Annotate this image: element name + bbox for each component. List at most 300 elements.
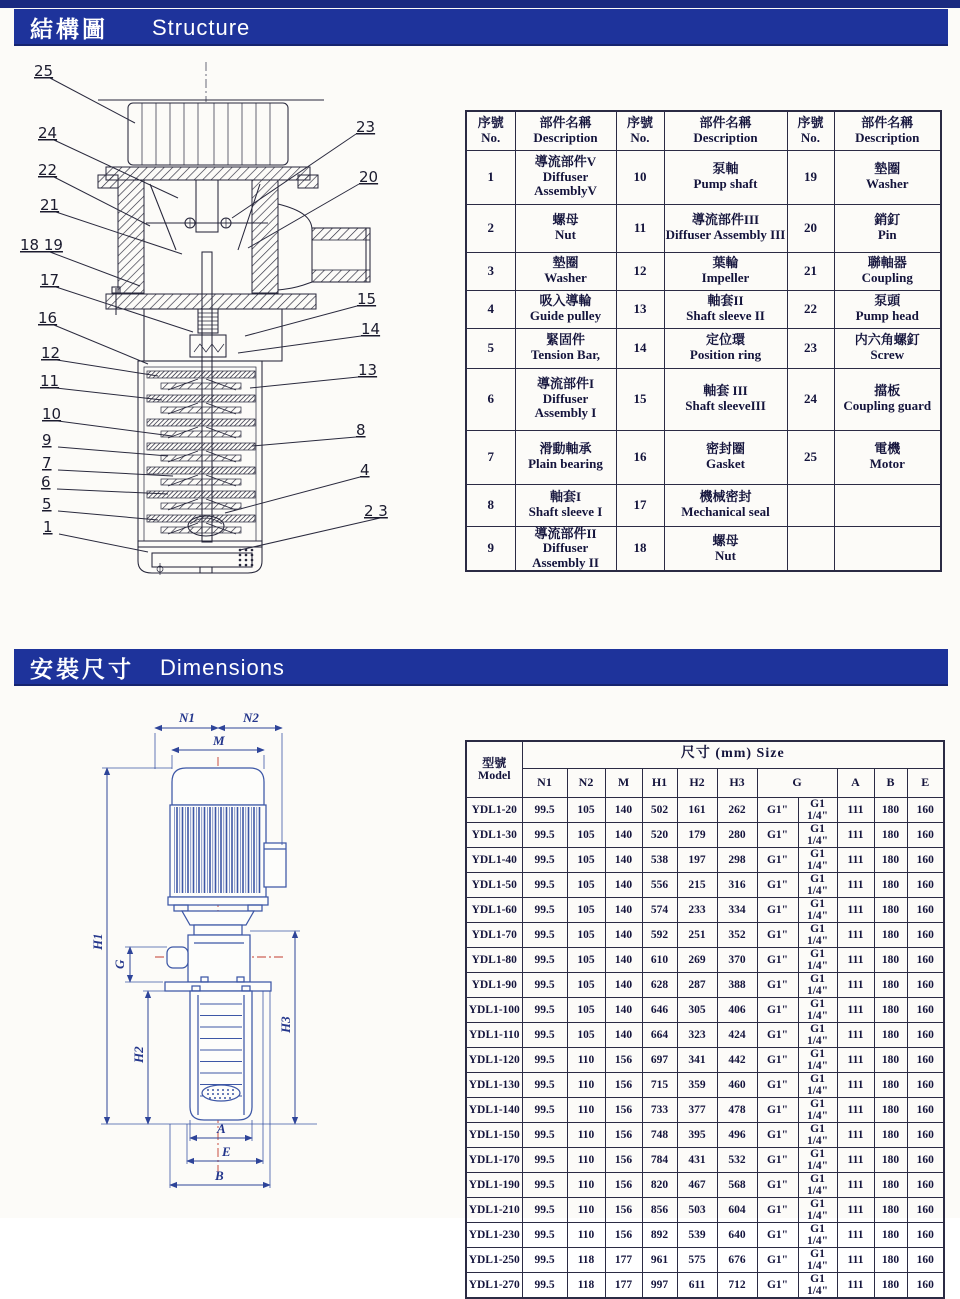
dims-value-cell: 140	[605, 872, 642, 897]
dims-value-cell: 676	[717, 1247, 757, 1272]
structure-section-header	[14, 9, 948, 46]
dims-value-cell: 156	[605, 1147, 642, 1172]
dims-table-row	[466, 797, 944, 822]
dims-value-cell: 110	[567, 1222, 605, 1247]
page-top-stripe	[0, 0, 960, 8]
dims-value-cell: 99.5	[522, 847, 567, 872]
dims-model-cell: YDL1-140	[466, 1097, 522, 1122]
dims-value-cell: 99.5	[522, 797, 567, 822]
dims-value-cell: 105	[567, 922, 605, 947]
dims-value-cell: 160	[907, 997, 944, 1022]
dims-value-cell: 856	[642, 1197, 677, 1222]
part-no-cell: 3	[466, 252, 515, 290]
dims-value-cell: 111	[837, 1272, 874, 1298]
dims-col-h2: H2	[677, 768, 717, 797]
part-desc-cell: 緊固件 Tension Bar,	[515, 328, 616, 368]
dims-value-cell: G1"	[757, 1097, 798, 1122]
dims-value-cell: 160	[907, 1072, 944, 1097]
dims-value-cell: 160	[907, 1272, 944, 1298]
part-desc-cell: 泵頭 Pump head	[834, 290, 941, 328]
dims-value-cell: G1 1/4"	[798, 897, 837, 922]
dims-value-cell: 99.5	[522, 1222, 567, 1247]
dims-value-cell: 99.5	[522, 972, 567, 997]
dims-value-cell: G1 1/4"	[798, 847, 837, 872]
dims-value-cell: G1 1/4"	[798, 1247, 837, 1272]
part-no-cell: 7	[466, 430, 515, 484]
part-no-cell: 9	[466, 526, 515, 571]
dims-table-row	[466, 1147, 944, 1172]
dims-model-cell: YDL1-100	[466, 997, 522, 1022]
part-no-cell: 14	[616, 328, 664, 368]
structure-header-en: Structure	[152, 14, 251, 40]
dims-value-cell: 611	[677, 1272, 717, 1298]
dims-value-cell: 160	[907, 1047, 944, 1072]
dims-model-cell: YDL1-170	[466, 1147, 522, 1172]
callout-label: 18 19	[20, 236, 63, 254]
dims-value-cell: 140	[605, 897, 642, 922]
dims-value-cell: 156	[605, 1047, 642, 1072]
dims-col-n1: N1	[522, 768, 567, 797]
dims-table-header-row-1	[466, 741, 944, 768]
dims-value-cell: 160	[907, 972, 944, 997]
dims-table-row	[466, 972, 944, 997]
parts-col-no-1: 序號 No.	[466, 111, 515, 150]
dims-value-cell: 215	[677, 872, 717, 897]
dims-value-cell: 160	[907, 822, 944, 847]
dims-col-h1: H1	[642, 768, 677, 797]
dims-value-cell: 111	[837, 897, 874, 922]
dims-model-cell: YDL1-130	[466, 1072, 522, 1097]
callout-label: 10	[42, 405, 62, 423]
dims-value-cell: 160	[907, 797, 944, 822]
dim-label-h3: H3	[278, 1016, 293, 1033]
dims-model-cell: YDL1-60	[466, 897, 522, 922]
dims-value-cell: 156	[605, 1197, 642, 1222]
dims-value-cell: G1"	[757, 1122, 798, 1147]
part-desc-cell: 密封圈 Gasket	[664, 430, 787, 484]
parts-table-row	[466, 430, 941, 484]
parts-table-row	[466, 290, 941, 328]
dims-value-cell: 111	[837, 972, 874, 997]
dims-value-cell: 180	[874, 922, 907, 947]
dims-value-cell: 712	[717, 1272, 757, 1298]
dims-value-cell: G1 1/4"	[798, 822, 837, 847]
outline-motor	[168, 768, 286, 925]
dims-value-cell: G1 1/4"	[798, 997, 837, 1022]
parts-table-row	[466, 150, 941, 204]
pump-outline-svg	[55, 695, 445, 1215]
dims-value-cell: 180	[874, 1197, 907, 1222]
dims-value-cell: 110	[567, 1172, 605, 1197]
dims-value-cell: 140	[605, 947, 642, 972]
dims-value-cell: 180	[874, 1222, 907, 1247]
dims-value-cell: 503	[677, 1197, 717, 1222]
parts-col-desc-3: 部件名稱 Description	[834, 111, 941, 150]
dims-value-cell: 177	[605, 1272, 642, 1298]
structure-header-zh: 結構圖	[30, 16, 108, 42]
part-desc-cell: 滑動軸承 Plain bearing	[515, 430, 616, 484]
dims-table-row	[466, 1222, 944, 1247]
dims-value-cell: 359	[677, 1072, 717, 1097]
callout-label: 23	[356, 118, 376, 136]
dims-col-h3: H3	[717, 768, 757, 797]
dims-value-cell: 140	[605, 1022, 642, 1047]
dims-value-cell: G1 1/4"	[798, 922, 837, 947]
dims-value-cell: 99.5	[522, 1122, 567, 1147]
part-no-cell: 4	[466, 290, 515, 328]
dims-value-cell: 99.5	[522, 1247, 567, 1272]
dims-table-row	[466, 872, 944, 897]
dims-value-cell: 431	[677, 1147, 717, 1172]
dims-value-cell: 538	[642, 847, 677, 872]
dims-value-cell: 180	[874, 897, 907, 922]
dims-table-row	[466, 1247, 944, 1272]
dims-value-cell: G1"	[757, 797, 798, 822]
dims-model-cell: YDL1-70	[466, 922, 522, 947]
dims-value-cell: 233	[677, 897, 717, 922]
part-desc-cell: 定位環 Position ring	[664, 328, 787, 368]
dims-value-cell: 161	[677, 797, 717, 822]
dims-model-cell: YDL1-150	[466, 1122, 522, 1147]
dims-value-cell: 111	[837, 1147, 874, 1172]
dims-value-cell: 604	[717, 1197, 757, 1222]
dims-value-cell: 269	[677, 947, 717, 972]
dims-value-cell: G1"	[757, 872, 798, 897]
dims-value-cell: 99.5	[522, 1022, 567, 1047]
dimensions-table	[465, 740, 945, 1299]
dims-col-b: B	[874, 768, 907, 797]
parts-table-row	[466, 526, 941, 571]
dims-value-cell: 99.5	[522, 872, 567, 897]
dim-label-n1: N1	[179, 710, 195, 725]
dim-label-h1: H1	[90, 933, 105, 950]
dims-value-cell: G1 1/4"	[798, 1097, 837, 1122]
dims-value-cell: G1 1/4"	[798, 1047, 837, 1072]
callout-label: 8	[356, 421, 366, 439]
dims-model-cell: YDL1-110	[466, 1022, 522, 1047]
dims-value-cell: 575	[677, 1247, 717, 1272]
dims-model-cell: YDL1-210	[466, 1197, 522, 1222]
dims-value-cell: 177	[605, 1247, 642, 1272]
dims-value-cell: 156	[605, 1122, 642, 1147]
part-desc-cell: 擋板 Coupling guard	[834, 368, 941, 430]
dims-table-row	[466, 1122, 944, 1147]
dims-value-cell: 160	[907, 922, 944, 947]
dims-value-cell: 99.5	[522, 1272, 567, 1298]
part-desc-cell: 墊圈 Washer	[834, 150, 941, 204]
dims-model-cell: YDL1-230	[466, 1222, 522, 1247]
dims-value-cell: 110	[567, 1097, 605, 1122]
outline-pump-head	[165, 925, 271, 991]
dims-value-cell: 111	[837, 1097, 874, 1122]
dims-value-cell: 118	[567, 1247, 605, 1272]
dims-value-cell: 180	[874, 1247, 907, 1272]
pump-dimensions-diagram	[55, 695, 445, 1215]
dim-label-a: A	[217, 1121, 226, 1136]
dims-value-cell: 568	[717, 1172, 757, 1197]
dims-value-cell: 105	[567, 822, 605, 847]
dims-value-cell: 251	[677, 922, 717, 947]
dims-value-cell: 111	[837, 1022, 874, 1047]
dims-model-cell: YDL1-120	[466, 1047, 522, 1072]
parts-col-desc-1: 部件名稱 Description	[515, 111, 616, 150]
part-desc-cell: 電機 Motor	[834, 430, 941, 484]
part-desc-cell: 聯軸器 Coupling	[834, 252, 941, 290]
dims-value-cell: G1"	[757, 1047, 798, 1072]
dims-value-cell: G1"	[757, 1222, 798, 1247]
dims-value-cell: 140	[605, 972, 642, 997]
part-desc-cell	[834, 484, 941, 526]
dims-model-cell: YDL1-90	[466, 972, 522, 997]
part-no-cell: 21	[787, 252, 834, 290]
dims-value-cell: G1 1/4"	[798, 1122, 837, 1147]
dims-value-cell: 180	[874, 1022, 907, 1047]
part-desc-cell: 泵軸 Pump shaft	[664, 150, 787, 204]
dims-table-row	[466, 1172, 944, 1197]
dims-value-cell: G1"	[757, 1272, 798, 1298]
dims-value-cell: 262	[717, 797, 757, 822]
dims-value-cell: 406	[717, 997, 757, 1022]
callout-label: 7	[42, 454, 52, 472]
dims-value-cell: G1"	[757, 972, 798, 997]
callout-label: 13	[358, 361, 378, 379]
part-no-cell: 5	[466, 328, 515, 368]
dims-value-cell: 105	[567, 947, 605, 972]
part-desc-cell: 銷釘 Pin	[834, 204, 941, 252]
dims-value-cell: 574	[642, 897, 677, 922]
parts-table-row	[466, 328, 941, 368]
dims-value-cell: 156	[605, 1222, 642, 1247]
callout-label: 2 3	[364, 502, 388, 520]
dims-value-cell: 180	[874, 1097, 907, 1122]
dim-label-g: G	[112, 959, 127, 969]
callout-label: 1	[43, 518, 53, 536]
dims-value-cell: 111	[837, 872, 874, 897]
dims-value-cell: 160	[907, 897, 944, 922]
dims-table-row	[466, 997, 944, 1022]
dims-value-cell: 180	[874, 797, 907, 822]
dims-value-cell: G1"	[757, 1147, 798, 1172]
dims-value-cell: G1"	[757, 1247, 798, 1272]
part-desc-cell: 軸套 III Shaft sleeveIII	[664, 368, 787, 430]
dims-value-cell: 610	[642, 947, 677, 972]
dims-value-cell: 99.5	[522, 947, 567, 972]
dims-model-cell: YDL1-30	[466, 822, 522, 847]
dims-value-cell: 180	[874, 1072, 907, 1097]
part-desc-cell: 墊圈 Washer	[515, 252, 616, 290]
part-no-cell: 24	[787, 368, 834, 430]
dims-value-cell: G1"	[757, 1022, 798, 1047]
part-no-cell: 1	[466, 150, 515, 204]
dims-value-cell: 892	[642, 1222, 677, 1247]
part-no-cell: 16	[616, 430, 664, 484]
dims-value-cell: 160	[907, 947, 944, 972]
dims-value-cell: 961	[642, 1247, 677, 1272]
dims-value-cell: 99.5	[522, 1097, 567, 1122]
dims-value-cell: 820	[642, 1172, 677, 1197]
pump-structure-diagram	[10, 58, 455, 615]
dims-value-cell: 646	[642, 997, 677, 1022]
part-no-cell: 10	[616, 150, 664, 204]
dims-value-cell: 110	[567, 1047, 605, 1072]
dims-value-cell: 99.5	[522, 1047, 567, 1072]
dims-value-cell: 105	[567, 1022, 605, 1047]
dimensions-section-header	[14, 649, 948, 686]
dims-value-cell: 160	[907, 1172, 944, 1197]
dims-value-cell: 111	[837, 1122, 874, 1147]
part-no-cell: 25	[787, 430, 834, 484]
dims-value-cell: 478	[717, 1097, 757, 1122]
dims-value-cell: 111	[837, 847, 874, 872]
dims-table-row	[466, 947, 944, 972]
dims-value-cell: 140	[605, 922, 642, 947]
part-no-cell: 18	[616, 526, 664, 571]
dims-value-cell: 179	[677, 822, 717, 847]
parts-table-row	[466, 368, 941, 430]
dims-value-cell: 180	[874, 972, 907, 997]
parts-table	[465, 110, 942, 572]
dims-value-cell: 99.5	[522, 997, 567, 1022]
dims-value-cell: 298	[717, 847, 757, 872]
part-no-cell: 2	[466, 204, 515, 252]
part-desc-cell: 導流部件V Diffuser AssemblyV	[515, 150, 616, 204]
part-desc-cell: 機械密封 Mechanical seal	[664, 484, 787, 526]
dims-table-row	[466, 1072, 944, 1097]
dims-value-cell: 520	[642, 822, 677, 847]
dims-value-cell: 110	[567, 1147, 605, 1172]
dims-value-cell: G1"	[757, 897, 798, 922]
dims-value-cell: G1 1/4"	[798, 797, 837, 822]
callout-label: 6	[41, 473, 51, 491]
dims-value-cell: 111	[837, 947, 874, 972]
dims-value-cell: 99.5	[522, 1172, 567, 1197]
dims-value-cell: G1"	[757, 1172, 798, 1197]
dims-value-cell: 180	[874, 1147, 907, 1172]
dims-value-cell: 99.5	[522, 1147, 567, 1172]
dims-value-cell: 180	[874, 1272, 907, 1298]
callout-label: 16	[38, 309, 58, 327]
callout-label: 11	[40, 372, 60, 390]
dims-value-cell: G1 1/4"	[798, 1272, 837, 1298]
dims-value-cell: 140	[605, 847, 642, 872]
dims-model-cell: YDL1-50	[466, 872, 522, 897]
dims-table-row	[466, 922, 944, 947]
motor-section	[98, 62, 324, 165]
callout-label: 5	[42, 495, 52, 513]
dims-size-header: 尺寸 (mm) Size	[522, 741, 944, 768]
dims-table-row	[466, 1022, 944, 1047]
dims-value-cell: 388	[717, 972, 757, 997]
dims-value-cell: G1"	[757, 922, 798, 947]
part-no-cell: 8	[466, 484, 515, 526]
dims-value-cell: 111	[837, 1172, 874, 1197]
dims-value-cell: 997	[642, 1272, 677, 1298]
dims-value-cell: G1 1/4"	[798, 1072, 837, 1097]
dims-value-cell: 160	[907, 1222, 944, 1247]
dims-value-cell: 424	[717, 1022, 757, 1047]
callout-label: 22	[38, 161, 58, 179]
dims-value-cell: G1 1/4"	[798, 972, 837, 997]
dims-value-cell: 160	[907, 872, 944, 897]
dims-table-row	[466, 1047, 944, 1072]
dims-value-cell: 341	[677, 1047, 717, 1072]
dims-value-cell: 556	[642, 872, 677, 897]
dims-col-a: A	[837, 768, 874, 797]
dimensions-header-zh: 安裝尺寸	[30, 656, 134, 682]
part-no-cell: 15	[616, 368, 664, 430]
dims-value-cell: 156	[605, 1172, 642, 1197]
dims-value-cell: 111	[837, 1072, 874, 1097]
dims-value-cell: G1"	[757, 1197, 798, 1222]
dims-value-cell: 140	[605, 997, 642, 1022]
dims-value-cell: 496	[717, 1122, 757, 1147]
part-desc-cell: 螺母 Nut	[515, 204, 616, 252]
dims-value-cell: G1 1/4"	[798, 1197, 837, 1222]
callout-label: 14	[361, 320, 381, 338]
dims-value-cell: 111	[837, 1197, 874, 1222]
callout-label: 25	[34, 62, 54, 80]
dims-value-cell: 180	[874, 947, 907, 972]
dims-value-cell: 305	[677, 997, 717, 1022]
callout-label: 17	[40, 271, 60, 289]
dims-value-cell: 180	[874, 1122, 907, 1147]
part-desc-cell: 内六角螺釘 Screw	[834, 328, 941, 368]
dims-table-row	[466, 1197, 944, 1222]
dims-value-cell: 111	[837, 1047, 874, 1072]
dims-value-cell: 118	[567, 1272, 605, 1298]
dims-value-cell: 467	[677, 1172, 717, 1197]
parts-col-no-3: 序號 No.	[787, 111, 834, 150]
part-no-cell: 17	[616, 484, 664, 526]
parts-table-row	[466, 484, 941, 526]
dims-value-cell: G1"	[757, 822, 798, 847]
dims-value-cell: 287	[677, 972, 717, 997]
dims-value-cell: 180	[874, 1047, 907, 1072]
dims-value-cell: 140	[605, 797, 642, 822]
part-desc-cell: 軸套II Shaft sleeve II	[664, 290, 787, 328]
dims-model-cell: YDL1-270	[466, 1272, 522, 1298]
dims-value-cell: 111	[837, 822, 874, 847]
dims-col-model: 型號 Model	[466, 741, 522, 797]
callout-label: 4	[360, 461, 370, 479]
dims-value-cell: 180	[874, 997, 907, 1022]
part-desc-cell: 導流部件II Diffuser Assembly II	[515, 526, 616, 571]
callout-label: 24	[38, 124, 58, 142]
dims-value-cell: 160	[907, 1147, 944, 1172]
dims-value-cell: 140	[605, 822, 642, 847]
part-no-cell: 11	[616, 204, 664, 252]
dims-model-cell: YDL1-190	[466, 1172, 522, 1197]
part-desc-cell: 螺母 Nut	[664, 526, 787, 571]
dims-value-cell: 156	[605, 1097, 642, 1122]
dims-value-cell: 111	[837, 1222, 874, 1247]
dims-table-header-row-2	[466, 768, 944, 797]
callout-label: 15	[357, 290, 377, 308]
part-no-cell	[787, 526, 834, 571]
dims-model-cell: YDL1-20	[466, 797, 522, 822]
dims-value-cell: 460	[717, 1072, 757, 1097]
dims-value-cell: 323	[677, 1022, 717, 1047]
dims-value-cell: G1 1/4"	[798, 872, 837, 897]
dims-table-row	[466, 822, 944, 847]
dims-value-cell: 99.5	[522, 897, 567, 922]
dims-value-cell: 664	[642, 1022, 677, 1047]
dims-value-cell: 160	[907, 1022, 944, 1047]
dims-value-cell: 110	[567, 1197, 605, 1222]
dims-value-cell: 99.5	[522, 1072, 567, 1097]
outline-pump-barrel	[190, 986, 252, 1120]
dims-value-cell: 180	[874, 847, 907, 872]
